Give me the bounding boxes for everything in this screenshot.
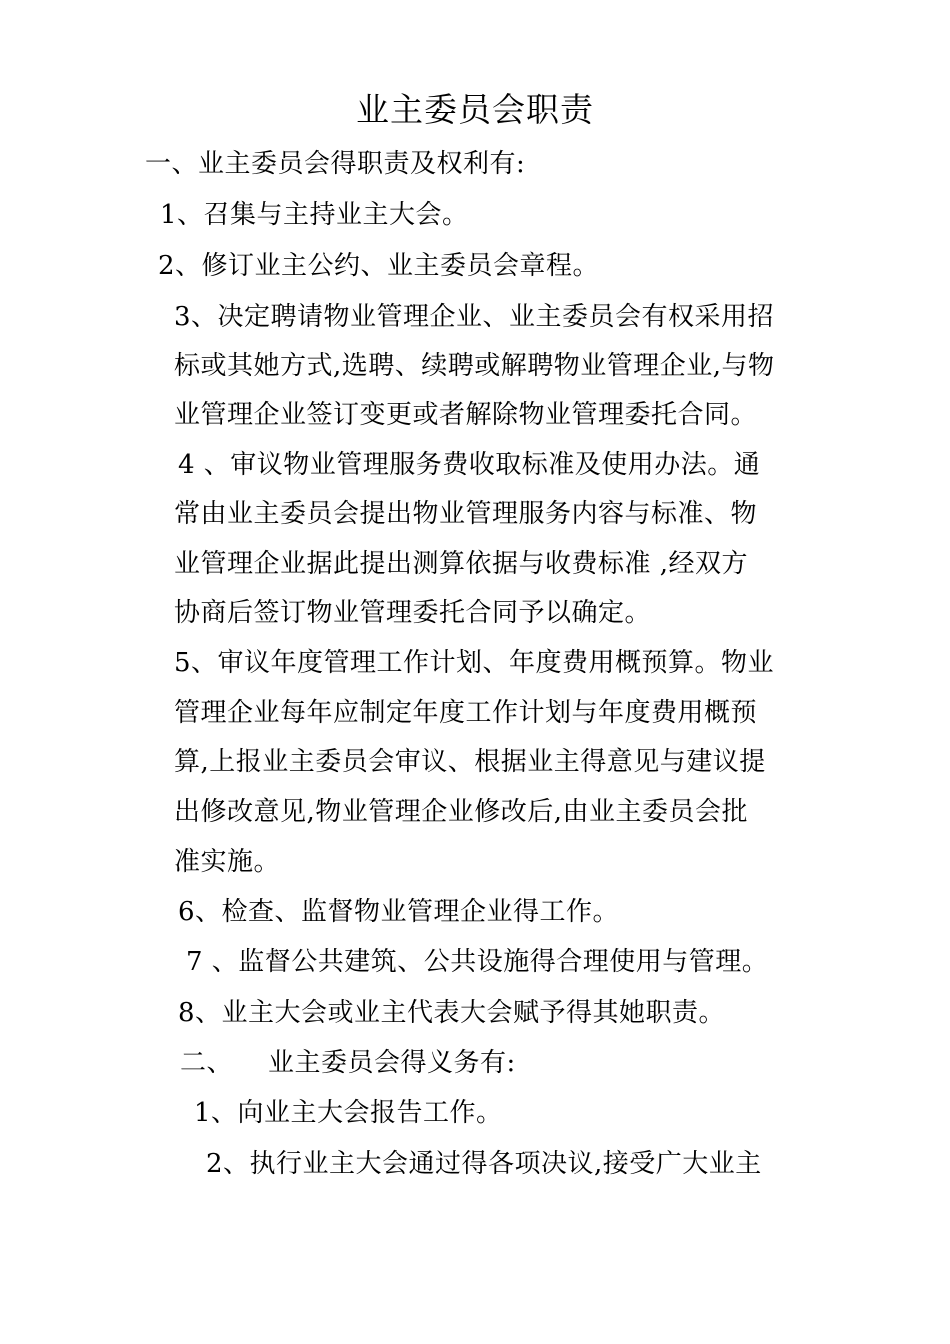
document-title: 业主委员会职责 [356, 90, 594, 129]
paragraph-line: 业管理企业据此提出测算依据与收费标准 ,经双方 [174, 549, 749, 579]
paragraph-line: 7 、监督公共建筑、公共设施得合理使用与管理。 [186, 947, 769, 977]
paragraph-line: 管理企业每年应制定年度工作计划与年度费用概预 [174, 698, 758, 728]
paragraph-line: 3、决定聘请物业管理企业、业主委员会有权采用招 [174, 302, 775, 332]
paragraph-line: 8、业主大会或业主代表大会赋予得其她职责。 [178, 998, 726, 1028]
paragraph-line: 1、向业主大会报告工作。 [194, 1098, 503, 1128]
paragraph-line: 2、修订业主公约、业主委员会章程。 [158, 251, 600, 281]
section-heading-obligations: 二、 业主委员会得义务有: [180, 1048, 516, 1078]
paragraph-line: 标或其她方式,选聘、续聘或解聘物业管理企业,与物 [174, 351, 775, 381]
paragraph-line: 常由业主委员会提出物业管理服务内容与标准、物 [174, 499, 758, 529]
paragraph-line: 协商后签订物业管理委托合同予以确定。 [174, 598, 652, 628]
section-heading-rights: 一、业主委员会得职责及权利有: [145, 149, 526, 179]
paragraph-line: 4 、审议物业管理服务费收取标准及使用办法。通 [178, 450, 761, 480]
paragraph-line: 准实施。 [174, 847, 281, 877]
paragraph-line: 5、审议年度管理工作计划、年度费用概预算。物业 [174, 648, 775, 678]
paragraph-line: 6、检查、监督物业管理企业得工作。 [178, 897, 620, 927]
paragraph-line: 1、召集与主持业主大会。 [160, 200, 469, 230]
paragraph-line: 业管理企业签订变更或者解除物业管理委托合同。 [174, 400, 758, 430]
paragraph-line: 算,上报业主委员会审议、根据业主得意见与建议提 [174, 747, 766, 777]
paragraph-line: 2、执行业主大会通过得各项决议,接受广大业主 [206, 1149, 762, 1179]
paragraph-line: 出修改意见,物业管理企业修改后,由业主委员会批 [174, 797, 749, 827]
